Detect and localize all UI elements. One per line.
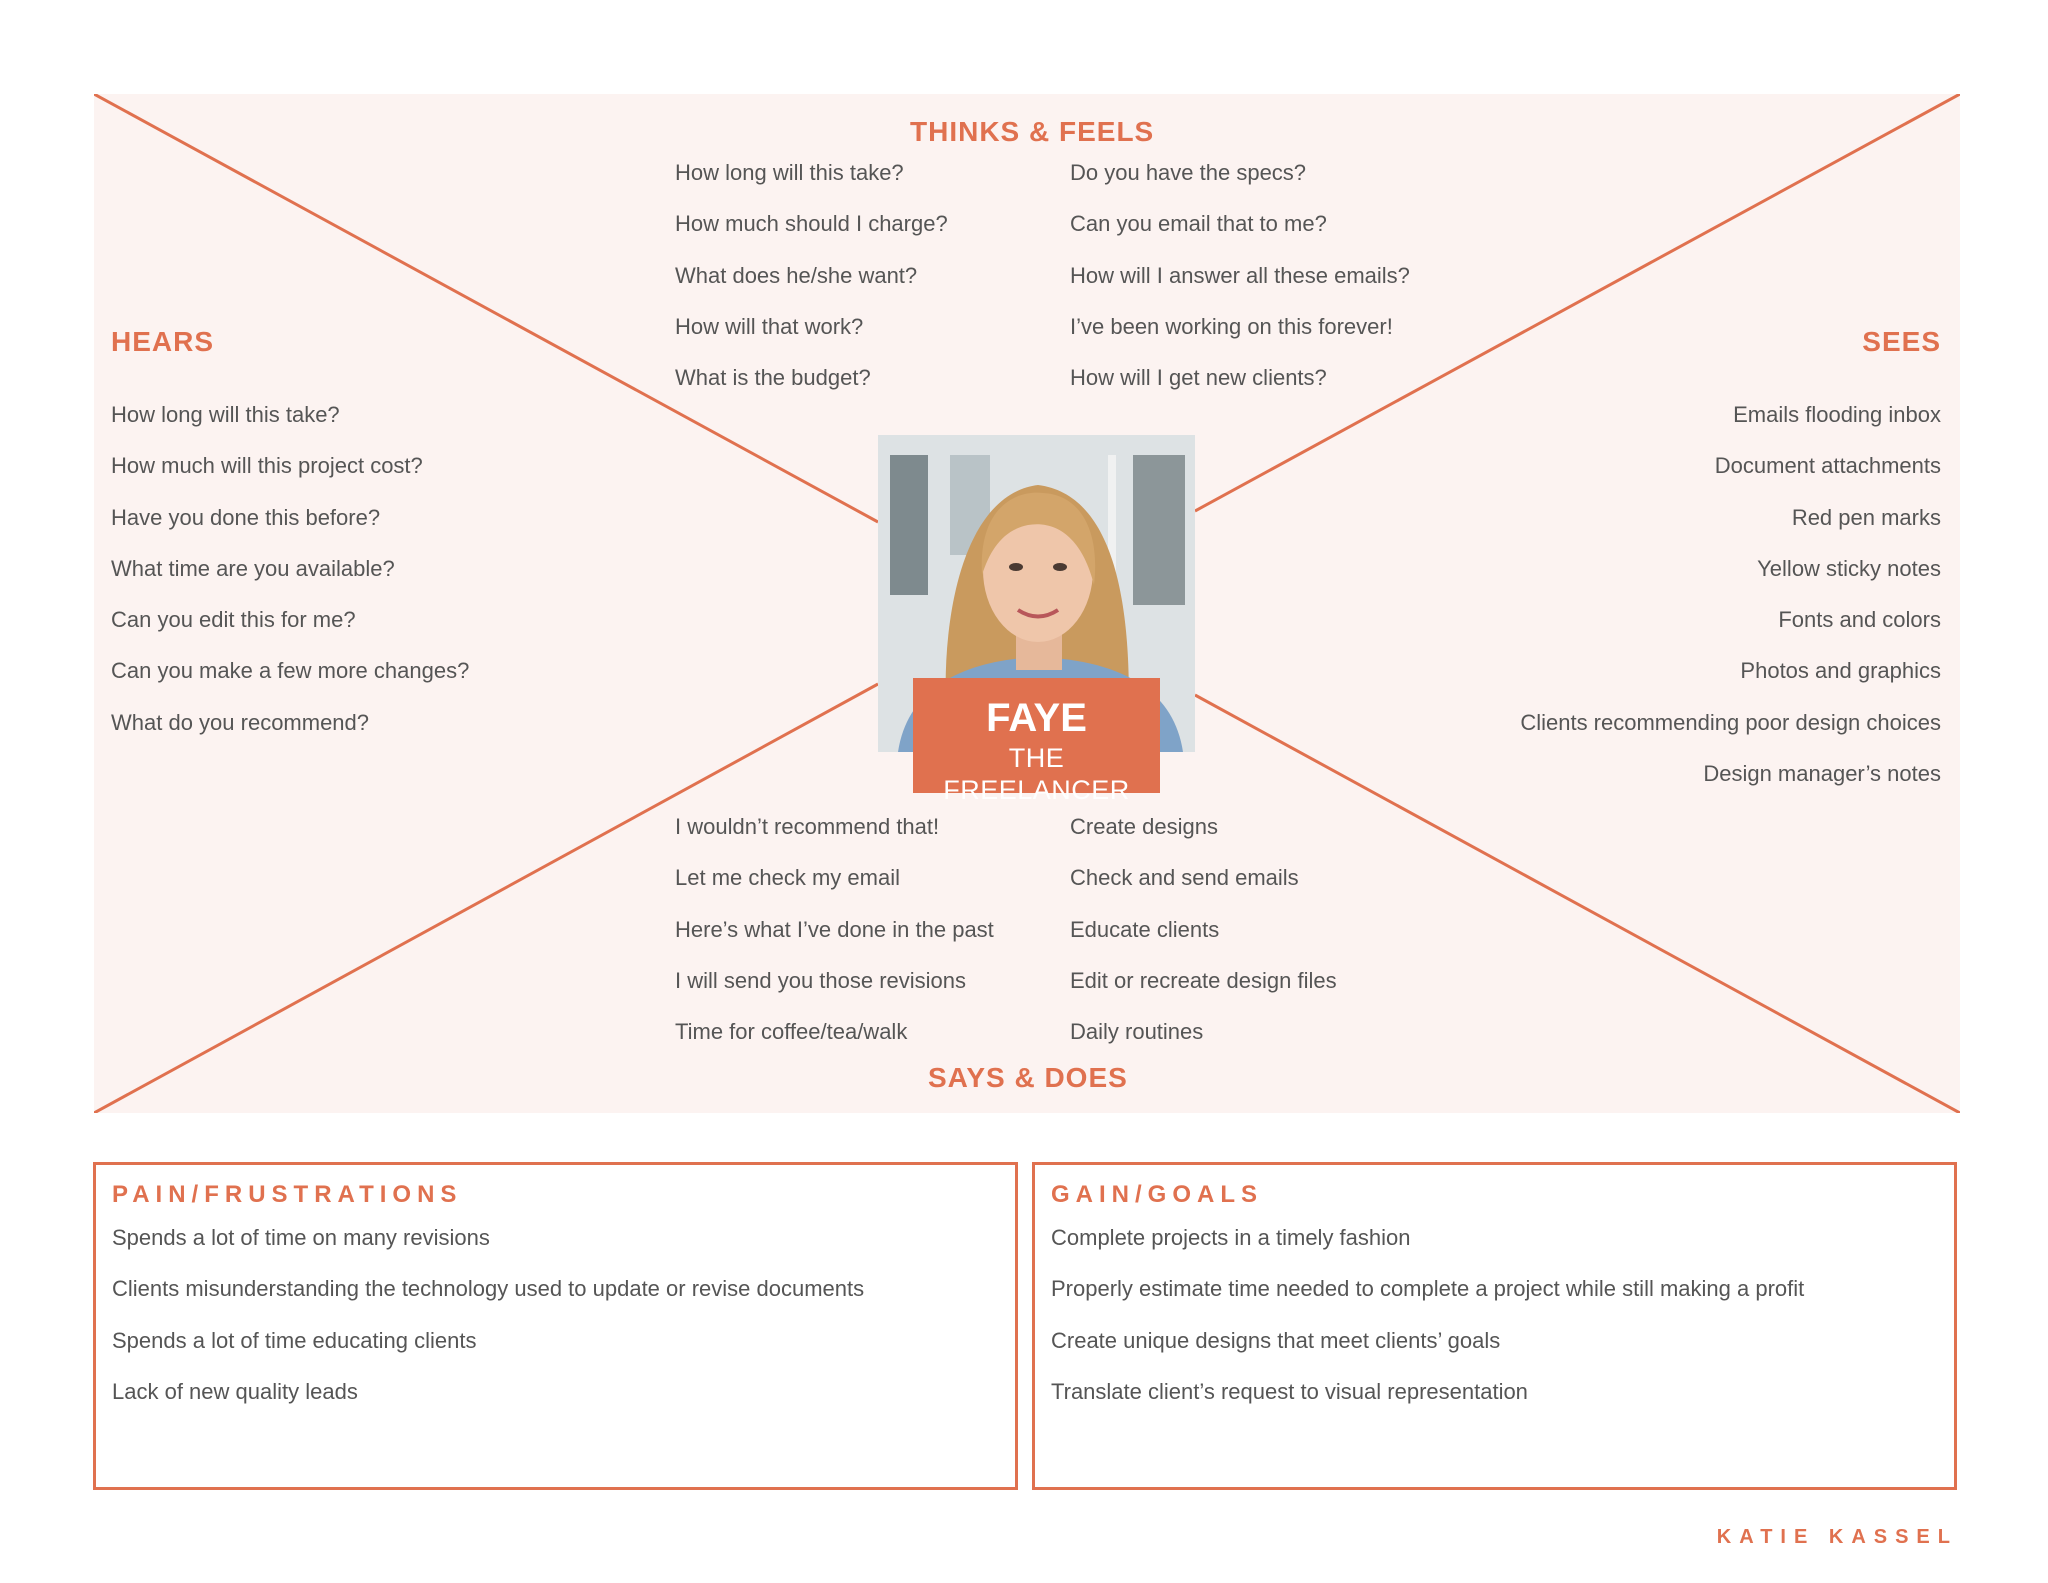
gain-goals-box <box>1032 1162 1957 1490</box>
hears-list <box>111 402 469 761</box>
list-item: Document attachments <box>1714 453 1941 479</box>
list-item: What does he/she want? <box>675 262 918 288</box>
list-item: Educate clients <box>1070 916 1220 942</box>
thinks-feels-left-list <box>675 160 948 416</box>
sees-list <box>1520 402 1941 812</box>
list-item: How long will this take? <box>675 160 904 185</box>
list-item: Spends a lot of time on many revisions <box>112 1225 490 1250</box>
list-item: Daily routines <box>1070 1019 1204 1045</box>
author-credit: KATIE KASSEL <box>1716 1526 1958 1548</box>
list-item: I wouldn’t recommend that! <box>675 814 940 839</box>
list-item: Clients recommending poor design choices <box>1520 709 1941 735</box>
list-item: Here’s what I’ve done in the past <box>675 916 994 942</box>
pain-frustrations-list <box>112 1225 864 1430</box>
list-item: Lack of new quality leads <box>112 1378 358 1404</box>
list-item: How long will this take? <box>111 402 340 427</box>
says-does-right-list <box>1070 814 1337 1070</box>
list-item: Can you make a few more changes? <box>111 658 470 684</box>
list-item: Design manager’s notes <box>1703 761 1941 787</box>
list-item: How will that work? <box>675 313 864 339</box>
sees-heading: SEES <box>1862 326 1941 357</box>
persona-role: THE FREELANCER <box>943 743 1130 805</box>
list-item: Create unique designs that meet clients’ goals <box>1051 1327 1501 1353</box>
list-item: Have you done this before? <box>111 504 381 530</box>
list-item: I’ve been working on this forever! <box>1070 313 1393 339</box>
list-item: Can you edit this for me? <box>111 607 356 633</box>
list-item: Photos and graphics <box>1740 658 1941 684</box>
list-item: How much will this project cost? <box>111 453 423 479</box>
list-item: Red pen marks <box>1791 504 1941 530</box>
list-item: Yellow sticky notes <box>1757 555 1941 581</box>
list-item: Spends a lot of time educating clients <box>112 1327 477 1353</box>
persona-name: FAYE <box>986 696 1087 740</box>
pain-frustrations-title: PAIN/FRUSTRATIONS <box>112 1181 463 1208</box>
hears-heading: HEARS <box>111 326 215 357</box>
list-item: Fonts and colors <box>1778 607 1941 633</box>
list-item: Create designs <box>1070 814 1218 839</box>
says-does-heading: SAYS & DOES <box>928 1062 1128 1093</box>
list-item: Complete projects in a timely fashion <box>1051 1225 1411 1250</box>
list-item: What time are you available? <box>111 555 395 581</box>
list-item: Edit or recreate design files <box>1070 967 1337 993</box>
list-item: How will I get new clients? <box>1070 365 1327 391</box>
thinks-feels-right-list <box>1070 160 1410 416</box>
list-item: What is the budget? <box>675 365 871 391</box>
list-item: How much should I charge? <box>675 211 948 237</box>
list-item: Check and send emails <box>1070 865 1299 891</box>
thinks-feels-heading: THINKS & FEELS <box>910 116 1155 147</box>
gain-goals-title: GAIN/GOALS <box>1051 1181 1264 1208</box>
persona-nameplate <box>913 678 1160 805</box>
list-item: What do you recommend? <box>111 709 370 735</box>
pain-frustrations-box <box>93 1162 1018 1490</box>
list-item: Translate client’s request to visual representation <box>1051 1378 1528 1404</box>
list-item: Time for coffee/tea/walk <box>675 1019 908 1045</box>
list-item: Properly estimate time needed to complete a project while still making a profit <box>1051 1276 1805 1302</box>
gain-goals-list <box>1051 1225 1804 1430</box>
list-item: I will send you those revisions <box>675 967 967 993</box>
list-item: Clients misunderstanding the technology used to update or revise documents <box>112 1276 865 1302</box>
list-item: How will I answer all these emails? <box>1070 262 1410 288</box>
list-item: Do you have the specs? <box>1070 160 1307 185</box>
list-item: Emails flooding inbox <box>1733 402 1941 427</box>
says-does-left-list <box>675 814 994 1070</box>
list-item: Let me check my email <box>675 865 900 891</box>
list-item: Can you email that to me? <box>1070 211 1327 237</box>
